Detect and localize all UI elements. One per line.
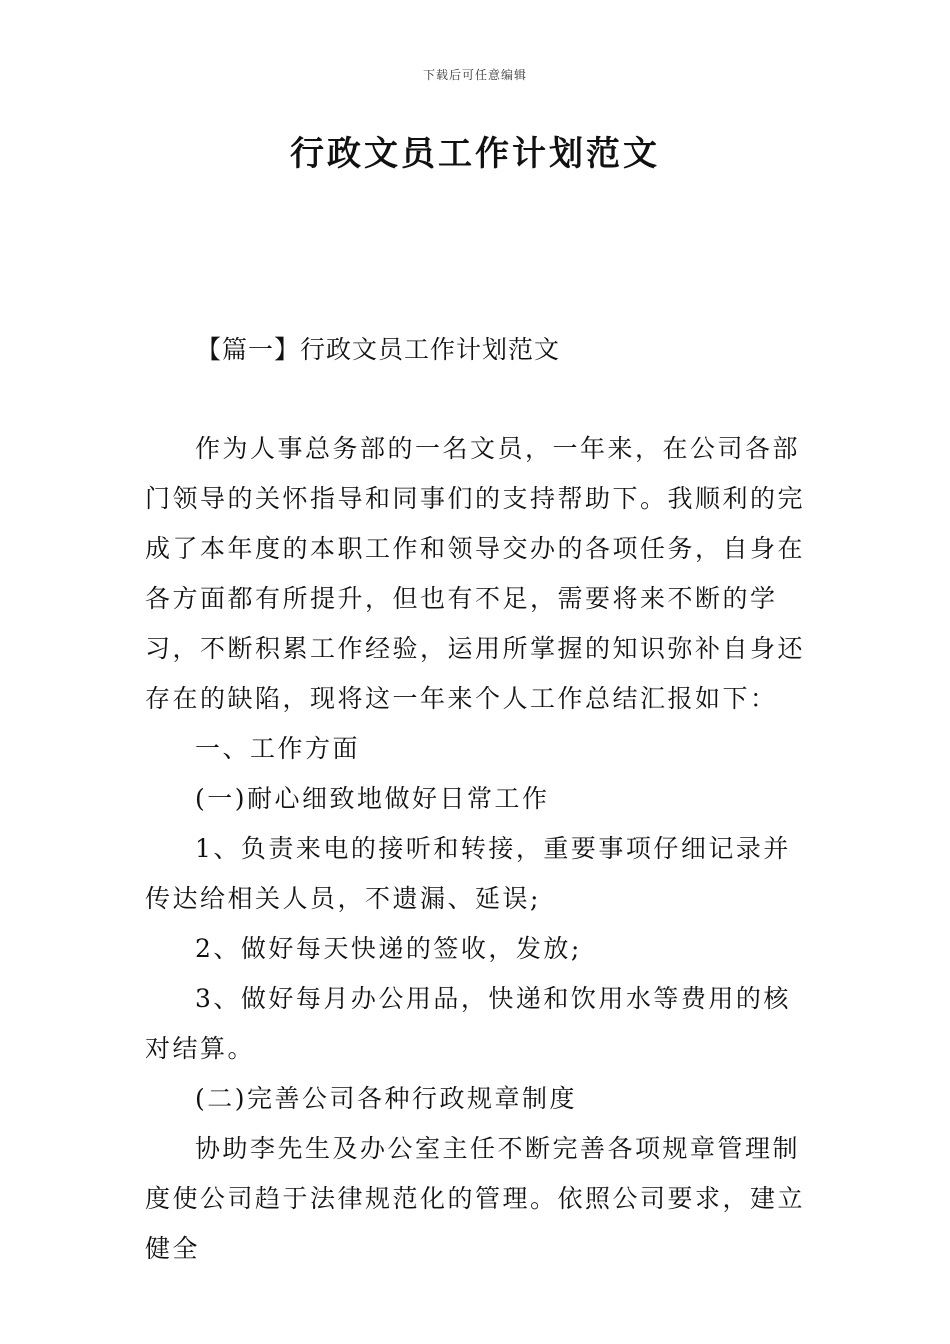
body-text (145, 424, 809, 1274)
document-title: 行政文员工作计划范文 (290, 134, 660, 174)
header-note: 下载后可任意编辑 (422, 68, 527, 82)
paragraph-item-1: 1、负责来电的接听和转接，重要事项仔细记录并传达给相关人员，不遗漏、延误; (145, 834, 791, 913)
paragraph-subheading-rules: (二)完善公司各种行政规章制度 (195, 1084, 578, 1113)
paragraph-rules: 协助李先生及办公室主任不断完善各项规章管理制度使公司趋于法律规范化的管理。依照公司要求，建立健全 (145, 1134, 806, 1263)
paragraph-item-3: 3、做好每月办公用品，快递和饮用水等费用的核对结算。 (145, 984, 791, 1063)
paragraph-heading-work: 一、工作方面 (195, 734, 361, 763)
paragraph-item-2: 2、做好每天快递的签收，发放; (195, 934, 582, 963)
paragraph-intro: 作为人事总务部的一名文员，一年来，在公司各部门领导的关怀指导和同事们的支持帮助下。我顺利的完成了本年度的本职工作和领导交办的各项任务，自身在各方面都有所提升，但也有不足，需要将来不断的学习，不断积累工作经验，运用所掌握的知识弥补自身还存在的缺陷，现将这一年来个人工作总结汇报如下： (145, 434, 806, 713)
paragraph-subheading-daily: (一)耐心细致地做好日常工作 (195, 784, 550, 813)
section-heading: 【篇一】行政文员工作计划范文 (196, 335, 561, 364)
